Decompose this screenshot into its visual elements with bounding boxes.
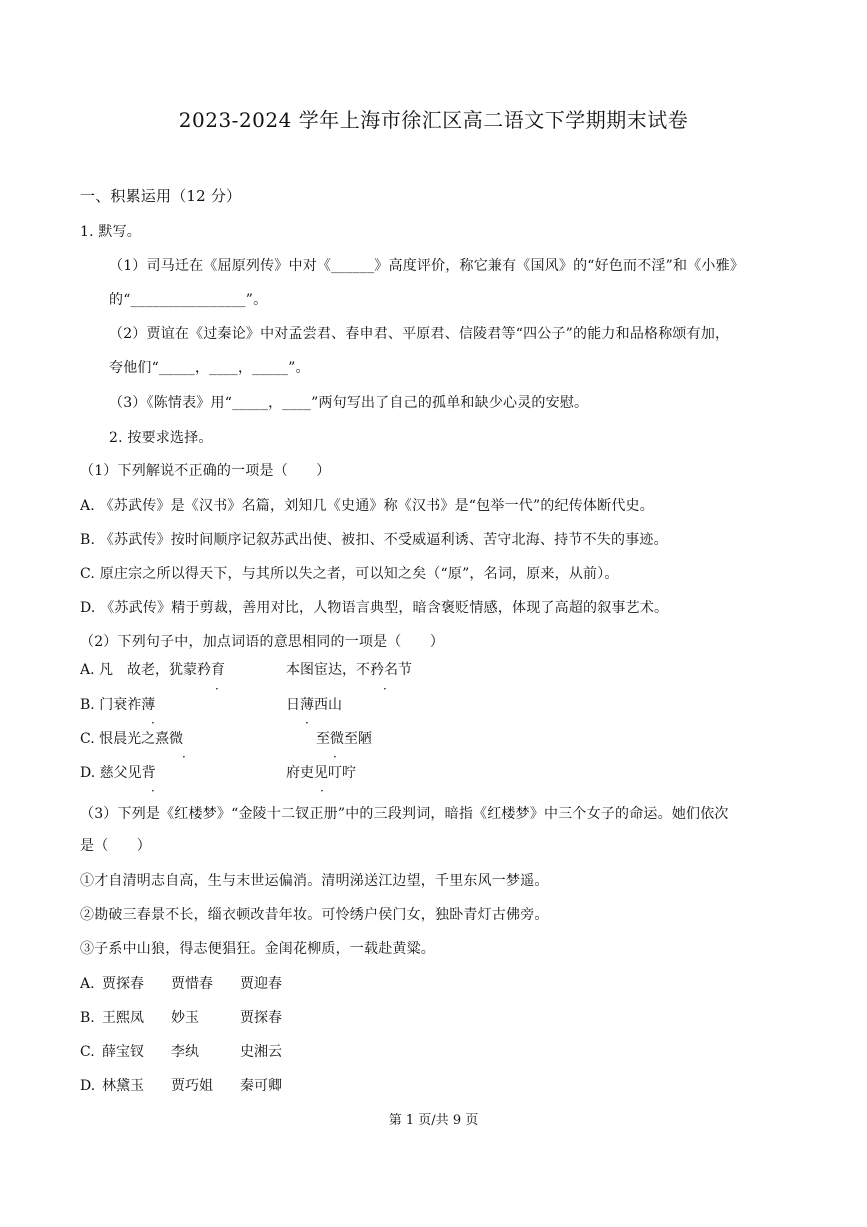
choice-d-name-1: 林黛玉 bbox=[102, 1078, 144, 1094]
q2-part2-row-b-left: B. 门衰祚薄 bbox=[80, 697, 156, 713]
q1-sub2-line2: 夸他们“_____，____，_____”。 bbox=[109, 360, 310, 376]
choice-a-letter: A. bbox=[80, 976, 95, 992]
q1-sub1-line2: 的“________________”。 bbox=[109, 292, 268, 308]
question-1-heading: 1. 默写。 bbox=[80, 224, 142, 240]
emphasis-dot: · bbox=[151, 784, 155, 798]
emphasis-dot: · bbox=[215, 682, 219, 696]
q2-part1-option-a: A. 《苏武传》是《汉书》名篇，刘知几《史通》称《汉书》是“包举一代”的纪传体断代史。 bbox=[80, 498, 654, 514]
q2-part2-stem: （2）下列句子中，加点词语的意思相同的一项是（ ） bbox=[80, 634, 445, 650]
choice-d-name-2: 贾巧姐 bbox=[171, 1078, 213, 1094]
q1-sub2-line1: （2）贾谊在《过秦论》中对孟尝君、春申君、平原君、信陵君等“四公子”的能力和品格称颂有加， bbox=[109, 326, 730, 342]
q2-part2-row-b-right: 日薄西山 bbox=[286, 697, 342, 713]
choice-c-name-2: 李纨 bbox=[171, 1044, 199, 1060]
q1-sub3-line1: （3）《陈情表》用“_____，____”两句写出了自己的孤单和缺少心灵的安慰。 bbox=[109, 395, 589, 411]
emphasis-dot: · bbox=[333, 750, 337, 764]
verse-1: ①才自清明志自高，生与末世运偏消。清明涕送江边望，千里东风一梦遥。 bbox=[80, 873, 549, 889]
page-title: 2023-2024 学年上海市徐汇区高二语文下学期期末试卷 bbox=[178, 108, 689, 132]
q2-part2-row-a-right: 本图宦达，不矜名节 bbox=[286, 662, 412, 678]
choice-a-name-1: 贾探春 bbox=[102, 976, 144, 992]
section-heading: 一、积累运用（12 分） bbox=[80, 187, 242, 205]
emphasis-dot: · bbox=[305, 716, 309, 730]
q2-part1-option-b: B. 《苏武传》按时间顺序记叙苏武出使、被扣、不受威逼利诱、苦守北海、持节不失的事迹。 bbox=[80, 532, 668, 548]
choice-b-name-3: 贾探春 bbox=[240, 1010, 282, 1026]
emphasis-dot: · bbox=[182, 750, 186, 764]
q2-part3-stem-line2: 是（ ） bbox=[80, 838, 151, 854]
choice-c-name-3: 史湘云 bbox=[240, 1044, 282, 1060]
verse-3: ③子系中山狼，得志便猖狂。金闺花柳质，一载赴黄粱。 bbox=[80, 941, 435, 957]
choice-c-letter: C. bbox=[80, 1044, 95, 1060]
choice-a-name-3: 贾迎春 bbox=[240, 976, 282, 992]
choice-c-name-1: 薛宝钗 bbox=[102, 1044, 144, 1060]
question-2-heading: 2. 按要求选择。 bbox=[109, 430, 213, 446]
q2-part1-option-d: D. 《苏武传》精于剪裁，善用对比，人物语言典型，暗含褒贬情感，体现了高超的叙事艺术。 bbox=[80, 600, 669, 616]
choice-b-name-1: 王熙凤 bbox=[102, 1010, 144, 1026]
choice-b-letter: B. bbox=[80, 1010, 95, 1026]
q2-part2-row-d-right: 府吏见叮咛 bbox=[286, 765, 356, 781]
choice-b-name-2: 妙玉 bbox=[171, 1010, 199, 1026]
q2-part2-row-d-left: D. 慈父见背 bbox=[80, 765, 156, 781]
q2-part1-stem: （1）下列解说不正确的一项是（ ） bbox=[80, 463, 331, 479]
q1-sub1-line1: （1）司马迁在《屈原列传》中对《______》高度评价，称它兼有《国风》的“好色而不淫”和《小雅》 bbox=[109, 258, 745, 274]
emphasis-dot: · bbox=[383, 682, 387, 696]
emphasis-dot: · bbox=[151, 716, 155, 730]
q2-part3-stem-line1: （3）下列是《红楼梦》“金陵十二钗正册”中的三段判词，暗指《红楼梦》中三个女子的命运。她们依次 bbox=[80, 806, 729, 822]
q2-part2-row-c-left: C. 恨晨光之熹微 bbox=[80, 731, 184, 747]
q2-part2-row-a-left: A. 凡 故老，犹蒙矜育 bbox=[80, 662, 226, 678]
choice-d-letter: D. bbox=[80, 1078, 96, 1094]
page-number-footer: 第 1 页/共 9 页 bbox=[388, 1113, 479, 1128]
choice-d-name-3: 秦可卿 bbox=[240, 1078, 282, 1094]
q2-part1-option-c: C. 原庄宗之所以得天下，与其所以失之者，可以知之矣（“原”，名词，原来，从前）。 bbox=[80, 566, 619, 582]
choice-a-name-2: 贾惜春 bbox=[171, 976, 213, 992]
verse-2: ②勘破三春景不长，缁衣顿改昔年妆。可怜绣户侯门女，独卧青灯古佛旁。 bbox=[80, 907, 549, 923]
q2-part2-row-c-right: 至微至陋 bbox=[316, 731, 372, 747]
emphasis-dot: · bbox=[320, 784, 324, 798]
